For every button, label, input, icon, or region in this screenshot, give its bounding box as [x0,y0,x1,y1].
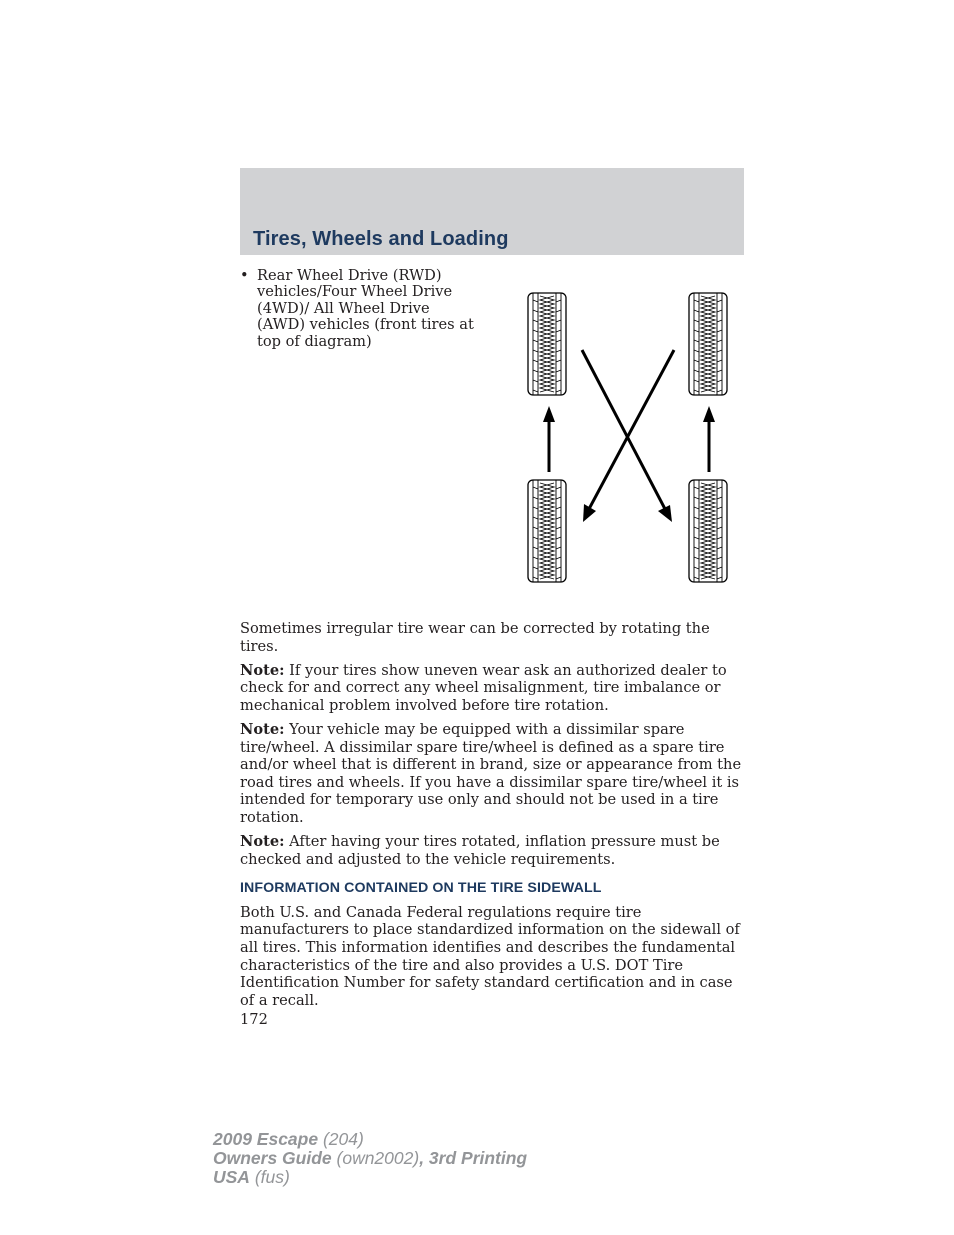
note-label: Note: [240,833,285,851]
subheading-tire-sidewall: INFORMATION CONTAINED ON THE TIRE SIDEWALL [240,880,602,897]
footer [213,1130,527,1187]
note-3 [240,833,748,868]
bullet-text: Rear Wheel Drive (RWD) vehicles/Four Wheel Drive (4WD)/ All Wheel Drive (AWD) vehicles (front tires at top of diagram) [257,267,474,350]
bullet-item-rwd-4wd-awd [240,268,480,350]
bullet-dot: • [240,267,249,284]
note-label: Note: [240,720,285,738]
note-1 [240,662,748,715]
footer-line-1 [213,1130,527,1149]
footer-guide: Owners Guide [213,1148,332,1168]
intro-paragraph: Sometimes irregular tire wear can be corrected by rotating the tires. [240,620,710,655]
page-number: 172 [240,1011,268,1029]
footer-model: 2009 Escape [213,1129,319,1149]
sidewall-paragraph: Both U.S. and Canada Federal regulations require tire manufacturers to place standardized information on the sidewall of all tires. This information identifies and describes the fundamental characteristics of the tire and also provides a U.S. DOT Tire Identification Number for safety standard certification and in case of a recall. [240,903,740,1009]
tire-rear-right [689,480,727,582]
tire-front-right [689,293,727,395]
section-header-band [240,168,744,255]
footer-region: USA [213,1167,250,1187]
section-title: Tires, Wheels and Loading [253,228,509,250]
footer-model-code: (204) [318,1129,364,1149]
footer-printing: , 3rd Printing [419,1148,528,1168]
note-2-text: Your vehicle may be equipped with a dissimilar spare tire/wheel. A dissimilar spare tire/wheel is defined as a spare tire and/or wheel that is different in brand, size or appearance from the road tires and wheels. If you have a dissimilar spare tire/wheel it is intended for temporary use only and should not be used in a tire rotation. [240,720,742,826]
tire-front-left [528,293,566,395]
tire-rotation-diagram [516,282,742,590]
footer-guide-code: (own2002) [331,1148,420,1168]
body-text [240,620,748,1029]
note-2 [240,721,748,827]
footer-line-3 [213,1168,527,1187]
footer-line-2 [213,1149,527,1168]
arrow-icon-rear-left-to-front-left [543,406,555,472]
note-3-text: After having your tires rotated, inflation pressure must be checked and adjusted to the vehicle requirements. [240,833,720,868]
footer-region-code: (fus) [249,1167,290,1187]
tire-rear-left [528,480,566,582]
note-1-text: If your tires show uneven wear ask an authorized dealer to check for and correct any wheel misalignment, tire imbalance or mechanical problem involved before tire rotation. [240,661,727,714]
note-label: Note: [240,661,285,679]
arrow-icon-rear-right-to-front-right [703,406,715,472]
